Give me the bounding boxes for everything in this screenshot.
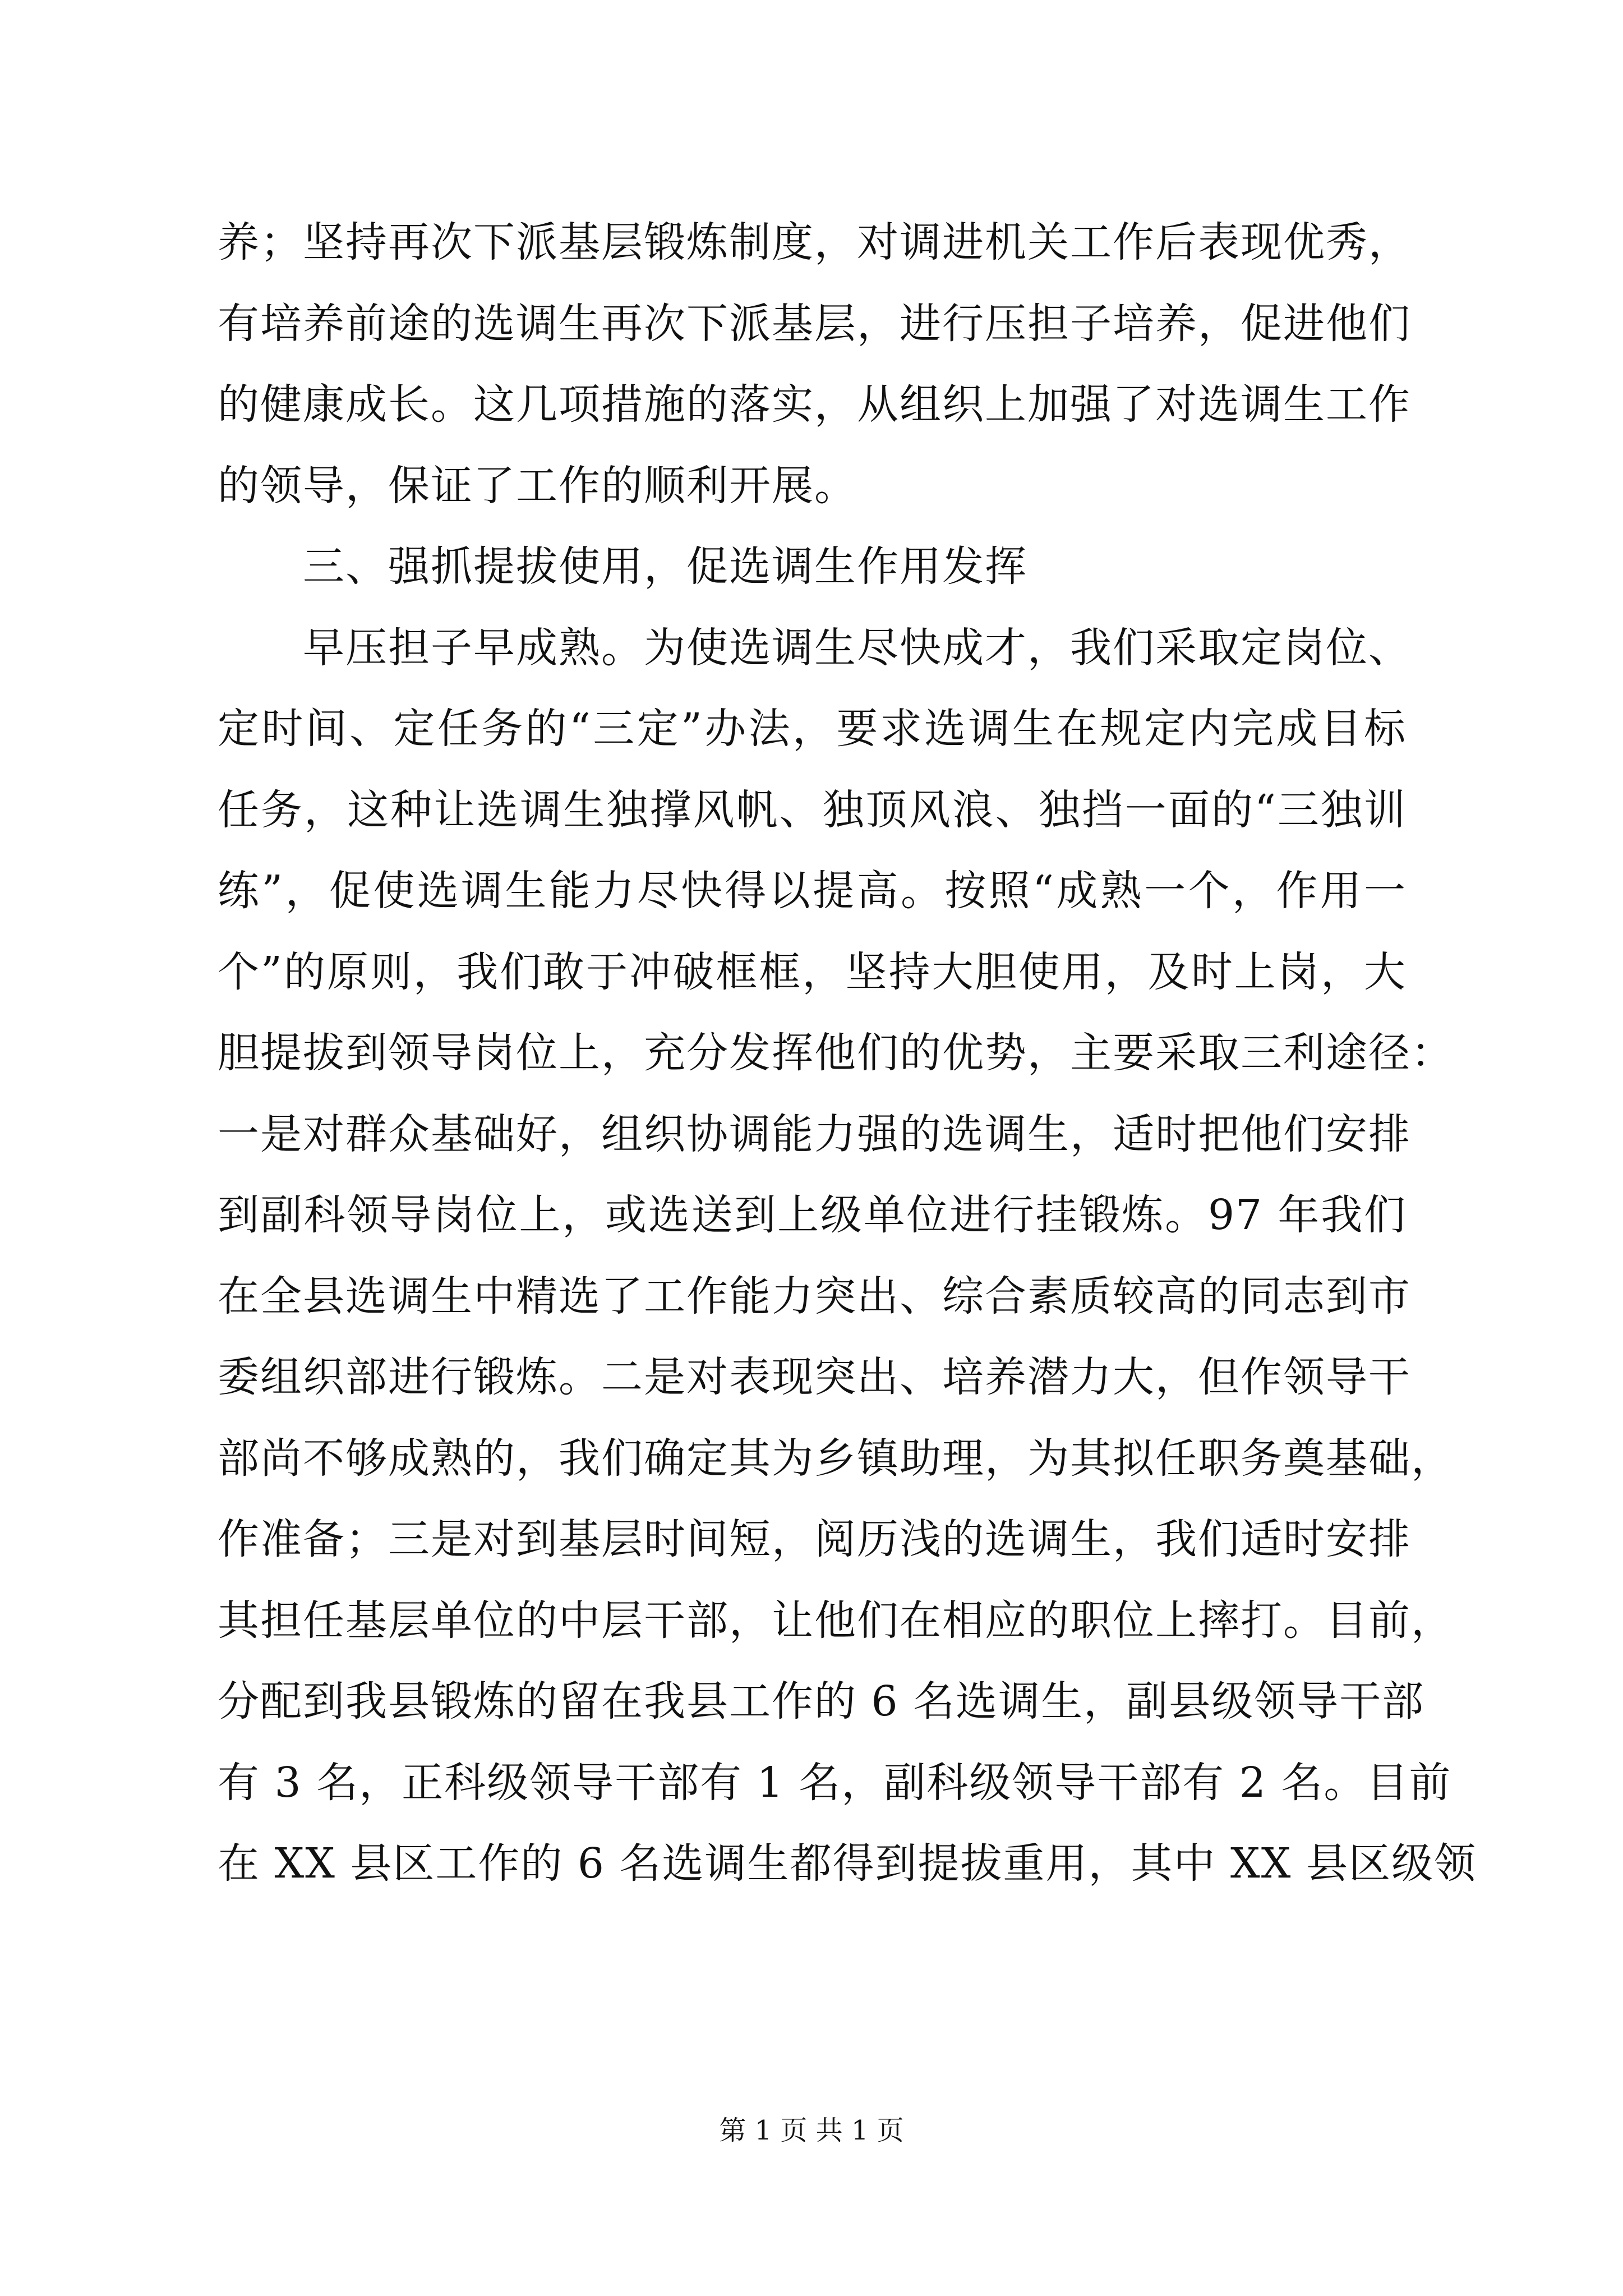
text-line: 养；坚持再次下派基层锻炼制度，对调进机关工作后表现优秀， xyxy=(218,218,1411,266)
text-line: 有 3 名，正科级领导干部有 1 名，副科级领导干部有 2 名。目前 xyxy=(218,1758,1452,1807)
text-line: 的领导，保证了工作的顺利开展。 xyxy=(218,461,857,510)
text-line: 其担任基层单位的中层干部，让他们在相应的职位上摔打。目前， xyxy=(218,1596,1454,1645)
text-line: 委组织部进行锻炼。二是对表现突出、培养潜力大，但作领导干 xyxy=(218,1353,1411,1401)
text-line: 到副科领导岗位上，或选送到上级单位进行挂锻炼。97 年我们 xyxy=(218,1191,1407,1239)
text-line: 个”的原则，我们敢于冲破框框，坚持大胆使用，及时上岗，大 xyxy=(218,947,1407,996)
text-line: 定时间、定任务的“三定”办法，要求选调生在规定内完成目标 xyxy=(218,705,1407,753)
text-line: 任务，这种让选调生独撑风帆、独顶风浪、独挡一面的“三独训 xyxy=(218,785,1407,834)
text-line: 作准备；三是对到基层时间短，阅历浅的选调生，我们适时安排 xyxy=(218,1515,1411,1563)
page-footer xyxy=(0,2114,1623,2147)
page-number: 第 1 页 共 1 页 xyxy=(719,2115,904,2146)
text-line: 胆提拔到领导岗位上，充分发挥他们的优势，主要采取三利途径： xyxy=(218,1029,1454,1077)
text-line: 的健康成长。这几项措施的落实，从组织上加强了对选调生工作 xyxy=(218,380,1411,429)
document-body xyxy=(218,202,1477,1904)
text-line: 一是对群众基础好，组织协调能力强的选调生，适时把他们安排 xyxy=(218,1110,1411,1158)
text-line: 练”，促使选调生能力尽快得以提高。按照“成熟一个，作用一 xyxy=(218,867,1407,915)
text-line: 早压担子早成熟。为使选调生尽快成才，我们采取定岗位、 xyxy=(303,623,1411,672)
section-heading: 三、强抓提拔使用，促选调生作用发挥 xyxy=(303,542,1027,591)
text-line: 部尚不够成熟的，我们确定其为乡镇助理，为其拟任职务奠基础， xyxy=(218,1434,1454,1483)
text-line: 在全县选调生中精选了工作能力突出、综合素质较高的同志到市 xyxy=(218,1272,1411,1320)
text-line: 分配到我县锻炼的留在我县工作的 6 名选调生，副县级领导干部 xyxy=(218,1677,1425,1726)
text-line: 有培养前途的选调生再次下派基层，进行压担子培养，促进他们 xyxy=(218,299,1411,348)
text-line: 在 XX 县区工作的 6 名选调生都得到提拔重用，其中 XX 县区级领 xyxy=(218,1839,1477,1888)
